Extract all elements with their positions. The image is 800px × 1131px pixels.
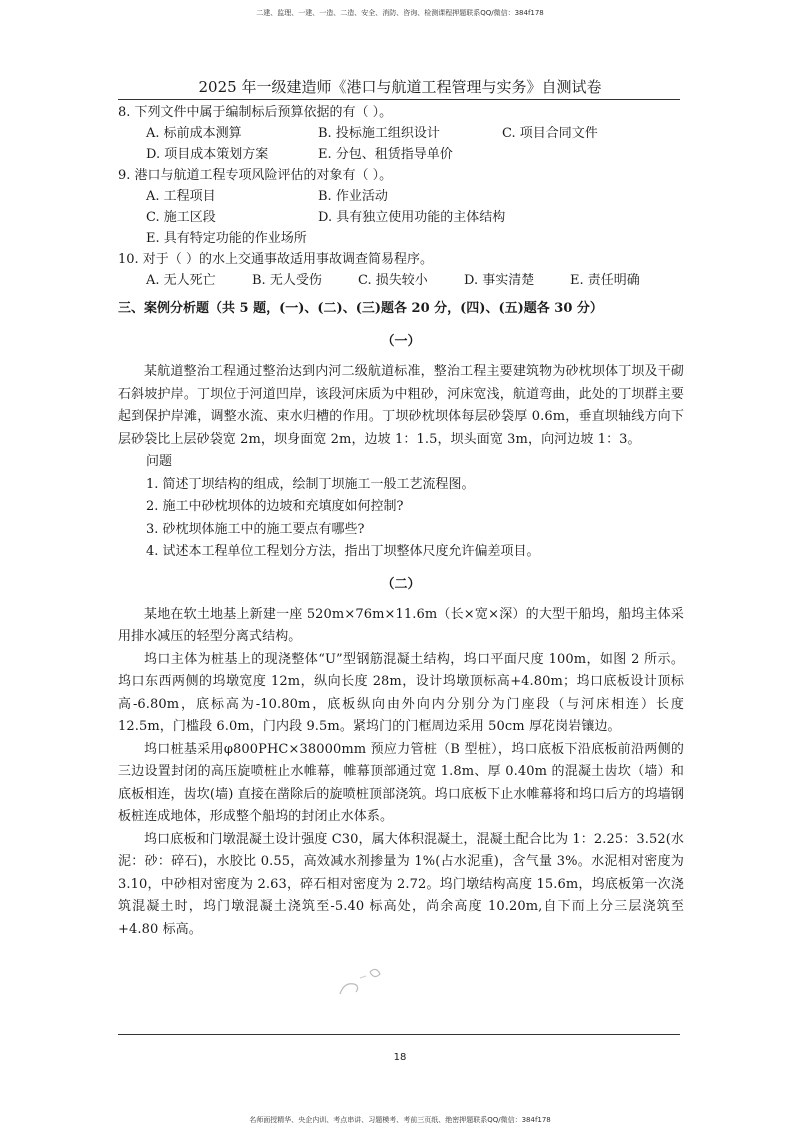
option-8d: D. 项目成本策划方案 — [146, 147, 269, 162]
case-1-label: （一） — [381, 334, 421, 349]
option-9e: E. 具有特定功能的作业场所 — [146, 231, 307, 246]
case-2-paragraph-4: 坞口底板和门墩混凝土设计强度 C30，属大体积混凝土，混凝土配合比为 1：2.25：3.52(水泥：砂：碎石)，水胶比 0.55，高效减水剂掺量为 1%(占水泥重)，含气量 3%。水泥相对密度为 3.10，中砂相对密度为 2.63，碎石相对密度为 2.72。坞门墩结构高度 15.6m，坞底板第一次浇筑混凝土时，坞门墩混凝土浇筑至-5.40 标高处，尚余高度 10.20m,自下而上分三层浇筑至+4.80 标高。 — [118, 831, 684, 937]
page-content — [118, 102, 684, 941]
section-3-heading: 三、案例分析题（共 5 题，(一)、(二)、(三)题各 20 分，(四)、(五)题各 30 分） — [118, 301, 603, 316]
option-10a: A. 无人死亡 — [146, 273, 216, 288]
case-2-paragraph-1: 某地在软土地基上新建一座 520m×76m×11.6m（长×宽×深）的大型干船坞，船坞主体采用排水减压的轻型分离式结构。 — [118, 606, 684, 644]
question-8-options-row-1 — [118, 123, 684, 144]
case-1-paragraph: 某航道整治工程通过整治达到内河二级航道标准，整治工程主要建筑物为砂枕坝体丁坝及干砌石斜坡护岸。丁坝位于河道凹岸，该段河床质为中粗砂，河床宽浅，航道弯曲，此处的丁坝群主要起到保护岸滩，调整水流、束水归槽的作用。丁坝砂枕坝体每层砂袋厚 0.6m，垂直坝轴线方向下层砂袋比上层砂袋宽 2m，坝身面宽 2m，边坡 1：1.5，坝头面宽 3m，向河边坡 1：3。 — [118, 364, 684, 447]
option-8c: C. 项目合同文件 — [502, 126, 598, 141]
case-1-questions-label: 问题 — [146, 454, 173, 469]
option-9b: B. 作业活动 — [318, 189, 388, 204]
option-8a: A. 标前成本测算 — [146, 126, 242, 141]
page-number: 18 — [393, 1052, 407, 1063]
option-8b: B. 投标施工组织设计 — [318, 126, 440, 141]
case-2-paragraph-2: 坞口主体为桩基上的现浇整体“U”型钢筋混凝土结构，坞口平面尺度 100m，如图 2 所示。坞口东西两侧的坞墩宽度 12m，纵向长度 28m，设计坞墩顶标高+4.80m；坞口底板设计顶标高-6.80m，底标高为-10.80m，底板纵向由外向内分别分为门座段（与河床相连）长度 12.5m，门槛段 6.0m，门内段 9.5m。紧坞门的门框周边采用 50cm 厚花岗岩镶边。 — [118, 651, 684, 734]
case-2-paragraph-3: 坞口桩基采用φ800PHC×38000mm 预应力管桩（B 型桩），坞口底板下沿底板前沿两侧的三边设置封闭的高压旋喷桩止水帷幕，帷幕顶部通过宽 1.8m、厚 0.40m 的混凝土齿坎（墙）和底板相连，齿坎(墙) 直接在凿除后的旋喷桩顶部浇筑。坞口底板下止水帷幕将和坞口后方的坞墙钢板桩连成地体，形成整个船坞的封闭止水体系。 — [118, 741, 684, 824]
pencil-scribble — [330, 962, 390, 1002]
option-9c: C. 施工区段 — [146, 210, 216, 225]
bottom-note: 名师面授精华、央企内训、考点串讲、习题模考、考前三页纸、绝密押题联系QQ/微信：384f178 — [249, 1116, 551, 1124]
question-8-options-row-2 — [118, 144, 684, 165]
option-9d: D. 具有独立使用功能的主体结构 — [318, 210, 506, 225]
question-9-options-row-3 — [118, 228, 684, 249]
option-10e: E. 责任明确 — [570, 273, 640, 288]
page-title: 2025 年一级建造师《港口与航道工程管理与实务》自测试卷 — [198, 78, 602, 96]
option-10d: D. 事实清楚 — [464, 273, 535, 288]
case-1-question-4: 4. 试述本工程单位工程划分方法，指出丁坝整体尺度允许偏差项目。 — [146, 544, 540, 559]
question-10-stem: 10. 对于（ ）的水上交通事故适用事故调查简易程序。 — [118, 252, 433, 267]
question-10-options-row-1 — [118, 270, 684, 291]
header-rule — [118, 99, 680, 100]
option-10b: B. 无人受伤 — [252, 273, 322, 288]
case-1-question-3: 3. 砂枕坝体施工中的施工要点有哪些? — [146, 521, 365, 537]
question-8-stem: 8. 下列文件中属于编制标后预算依据的有（ ）。 — [118, 105, 393, 120]
top-note: 二建、监理、一建、一造、二造、安全、消防、咨询、检测课程押题联系QQ/微信：384f178 — [256, 9, 544, 17]
case-2-label: （二） — [381, 576, 421, 592]
option-9a: A. 工程项目 — [146, 189, 216, 204]
option-8e: E. 分包、租赁指导单价 — [318, 147, 453, 162]
option-10c: C. 损失较小 — [358, 273, 428, 288]
footer-rule — [118, 1034, 680, 1035]
case-1-question-1: 1. 简述丁坝结构的组成，绘制丁坝施工一般工艺流程图。 — [146, 476, 475, 492]
case-1-question-2: 2. 施工中砂枕坝体的边坡和充填度如何控制? — [146, 499, 404, 514]
question-9-stem: 9. 港口与航道工程专项风险评估的对象有（ ）。 — [118, 168, 393, 183]
question-9-options-row-2 — [118, 207, 684, 228]
question-9-options-row-1 — [118, 186, 684, 207]
